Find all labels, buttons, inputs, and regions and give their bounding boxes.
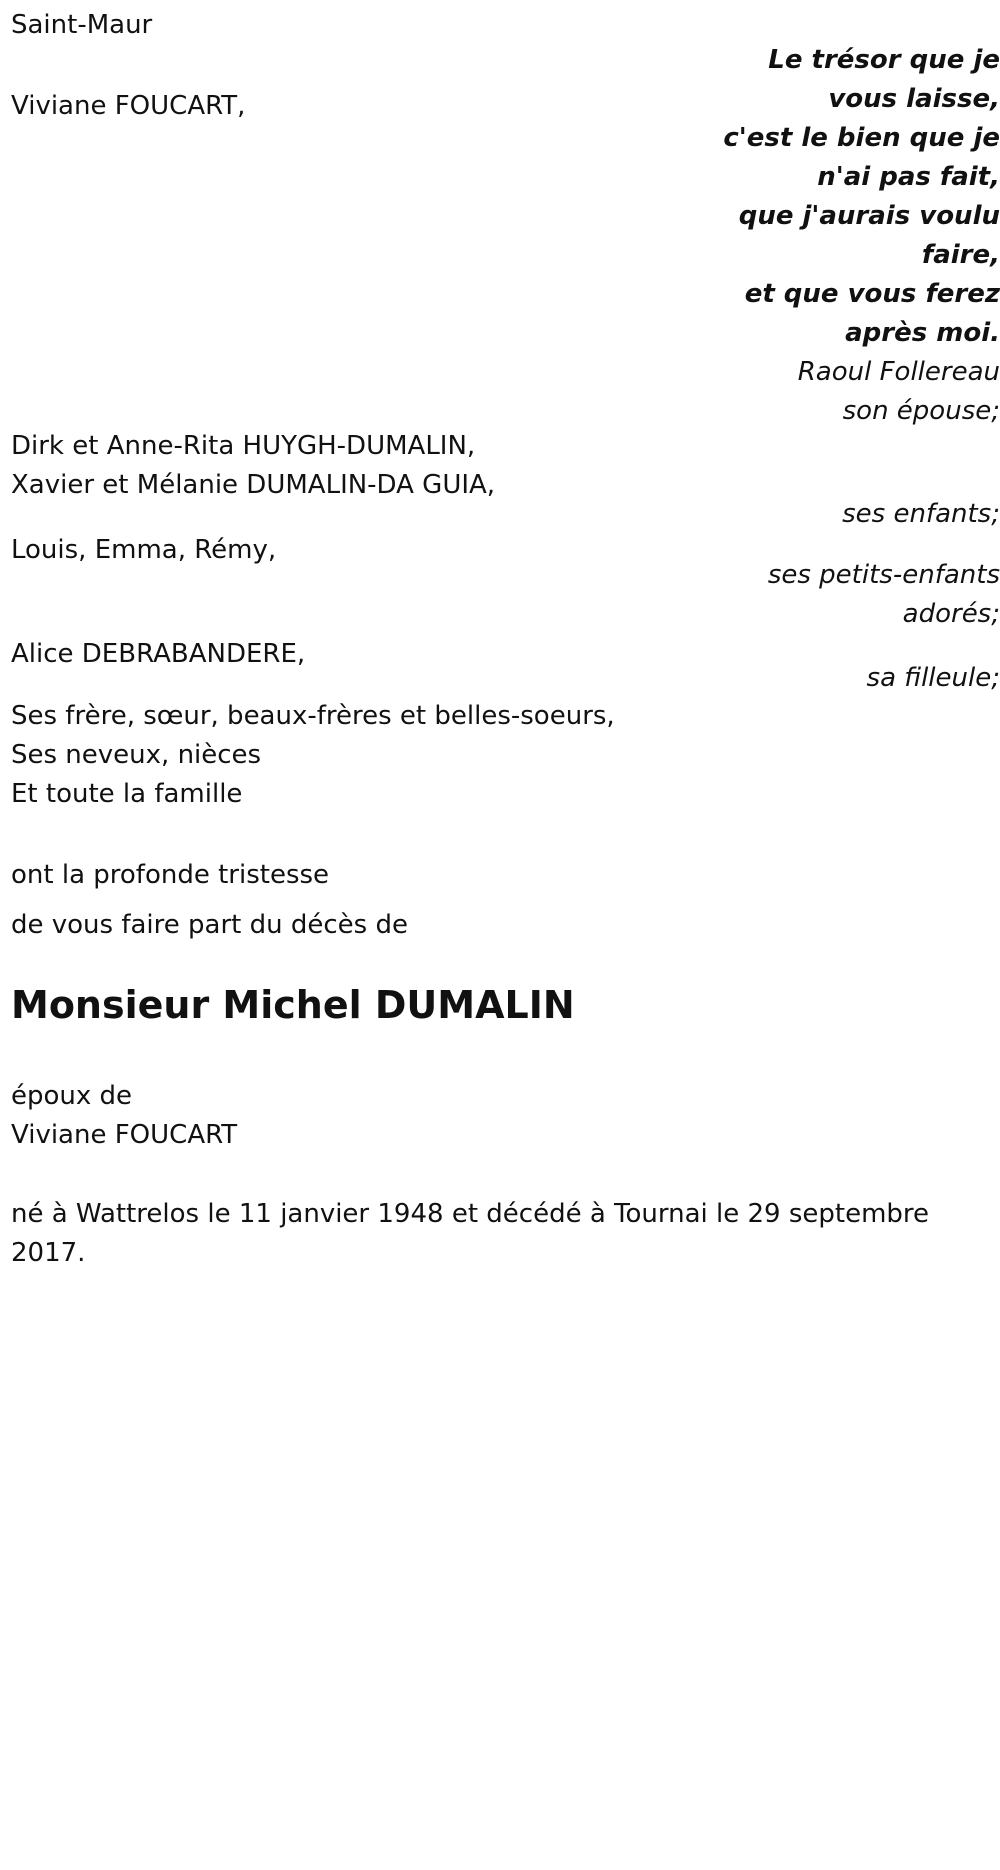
child-2: Xavier et Mélanie DUMALIN-DA GUIA, — [11, 470, 496, 500]
grandchildren-relation-1: ses petits-enfants — [767, 560, 1000, 590]
goddaughter-relation: sa filleule; — [866, 663, 1000, 693]
deceased-name: Monsieur Michel DUMALIN — [11, 983, 575, 1027]
spouse-name: Viviane FOUCART, — [11, 91, 246, 121]
quote-line-7: et que vous ferez — [744, 279, 1000, 309]
grandchildren-relation-2: adorés; — [902, 599, 1000, 629]
child-1: Dirk et Anne-Rita HUYGH-DUMALIN, — [11, 431, 476, 461]
quote-line-5: que j'aurais voulu — [738, 201, 1000, 231]
deceased-spouse-name: Viviane FOUCART — [11, 1120, 238, 1150]
announcement-line-2: de vous faire part du décès de — [11, 910, 408, 940]
quote-line-2: vous laisse, — [828, 84, 1000, 114]
spouse-label: époux de — [11, 1081, 133, 1111]
quote-line-3: c'est le bien que je — [723, 123, 1000, 153]
grandchildren: Louis, Emma, Rémy, — [11, 535, 277, 565]
birth-death-line-2: 2017. — [11, 1238, 86, 1268]
birth-death-line-1: né à Wattrelos le 11 janvier 1948 et décédé à Tournai le 29 septembre — [11, 1199, 930, 1229]
quote-line-6: faire, — [921, 240, 1000, 270]
children-relation: ses enfants; — [842, 499, 1000, 529]
family-line-2: Ses neveux, nièces — [11, 740, 262, 770]
family-line-3: Et toute la famille — [11, 779, 243, 809]
quote-line-8: après moi. — [845, 318, 1000, 348]
spouse-relation: son épouse; — [842, 396, 1000, 426]
place-heading: Saint-Maur — [11, 10, 153, 40]
quote-author: Raoul Follereau — [797, 357, 1000, 387]
announcement-line-1: ont la profonde tristesse — [11, 860, 330, 890]
quote-line-4: n'ai pas fait, — [817, 162, 1000, 192]
quote-line-1: Le trésor que je — [768, 45, 1000, 75]
family-line-1: Ses frère, sœur, beaux-frères et belles-soeurs, — [11, 701, 615, 731]
goddaughter: Alice DEBRABANDERE, — [11, 639, 306, 669]
